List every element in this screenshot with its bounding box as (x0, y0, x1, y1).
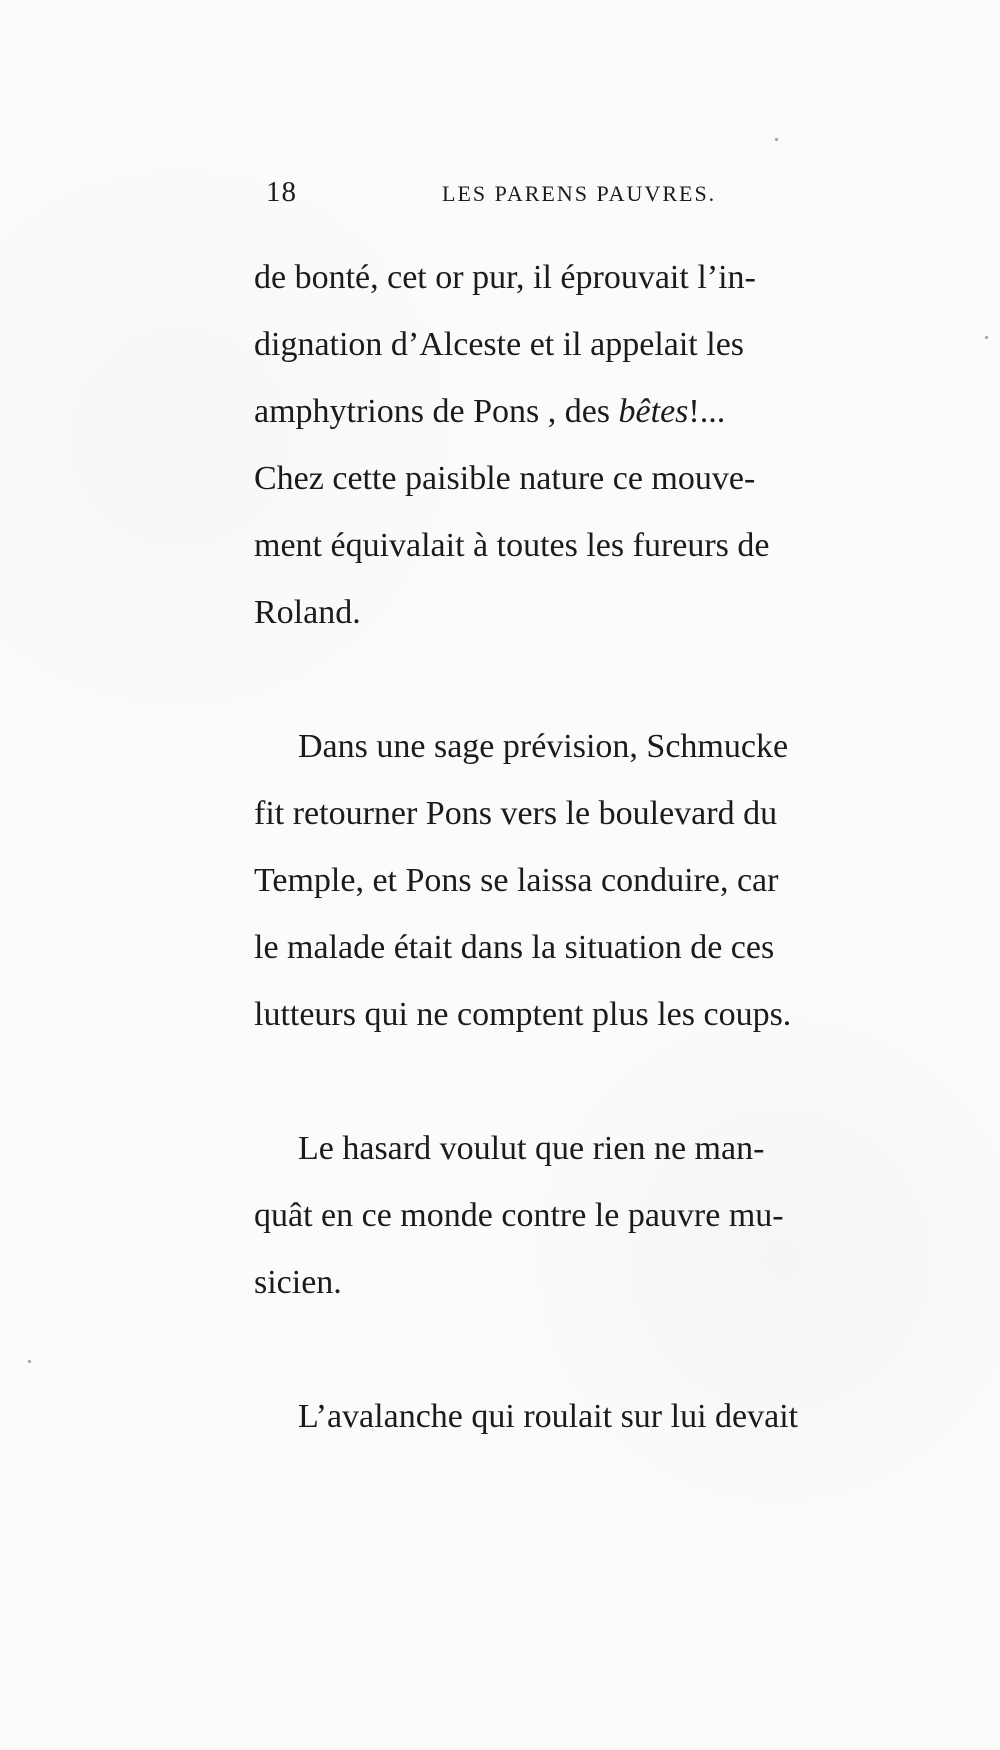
paragraph-2 (254, 713, 918, 1048)
running-title: LES PARENS PAUVRES. (442, 181, 717, 206)
text-line: Le hasard voulut que rien ne man- (298, 1130, 765, 1167)
paragraph-1 (254, 244, 918, 646)
paragraph-gap (254, 646, 918, 713)
paragraph-gap (254, 1316, 918, 1383)
text-line: Chez cette paisible nature ce mouve- (254, 460, 756, 497)
text-line: de bonté, cet or pur, il éprouvait l’in- (254, 259, 756, 296)
paragraph-4 (254, 1383, 918, 1450)
text-segment: amphytrions de Pons , des (254, 393, 619, 430)
text-line: Dans une sage prévision, Schmucke (298, 728, 789, 765)
running-head (266, 176, 756, 216)
paper-speck (775, 138, 778, 141)
body-text (254, 244, 918, 1450)
text-line: sicien. (254, 1264, 342, 1301)
text-line: Temple, et Pons se laissa conduire, car (254, 862, 779, 899)
text-line: le malade était dans la situation de ces (254, 929, 775, 966)
text-line: dignation d’Alceste et il appelait les (254, 326, 745, 363)
paper-speck (28, 1360, 31, 1363)
paper-speck (985, 336, 988, 339)
paragraph-3 (254, 1115, 918, 1316)
text-line: L’avalanche qui roulait sur lui devait (298, 1398, 799, 1435)
page-number: 18 (266, 176, 297, 208)
paragraph-gap (254, 1048, 918, 1115)
text-line: quât en ce monde contre le pauvre mu- (254, 1197, 784, 1234)
text-line (254, 378, 918, 445)
text-line: fit retourner Pons vers le boulevard du (254, 795, 778, 832)
text-line: lutteurs qui ne comptent plus les coups. (254, 996, 792, 1033)
text-segment: !... (688, 393, 726, 430)
italic-word: bêtes (618, 393, 689, 430)
text-line: Roland. (254, 594, 361, 631)
text-line: ment équivalait à toutes les fureurs de (254, 527, 770, 564)
